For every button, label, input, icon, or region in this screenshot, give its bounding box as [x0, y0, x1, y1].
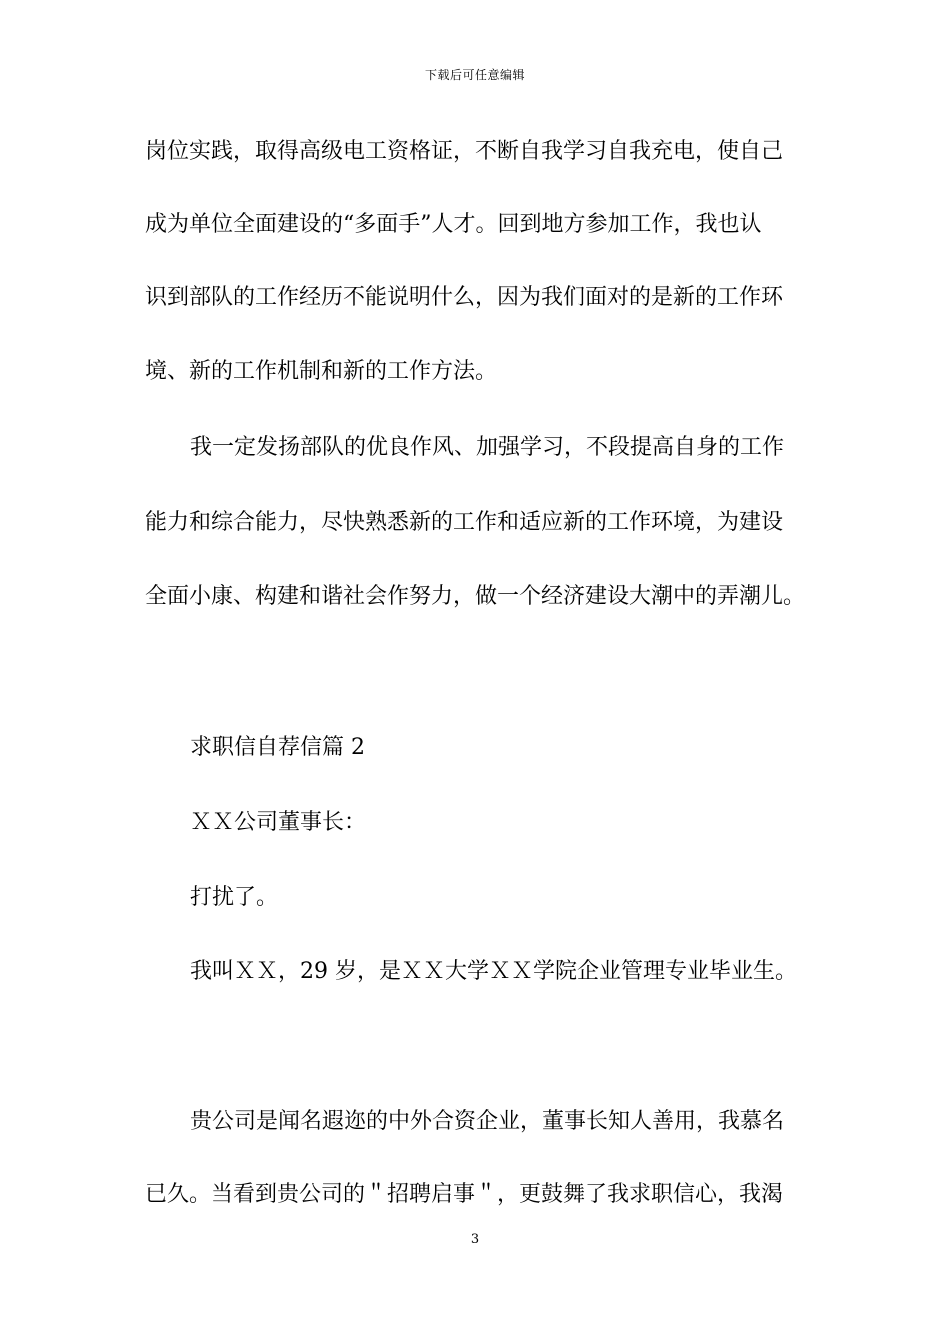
paragraph-line: 全面小康、构建和谐社会作努力，做一个经济建设大潮中的弄潮儿。	[145, 584, 806, 609]
paragraph-line: 贵公司是闻名遐迩的中外合资企业，董事长知人善用，我慕名	[190, 1109, 785, 1134]
salutation: ＸＸ公司董事长：	[190, 810, 367, 835]
paragraph-line: 我叫ＸＸ，29 岁，是ＸＸ大学ＸＸ学院企业管理专业毕业生。	[190, 959, 797, 984]
paragraph-line: 我一定发扬部队的优良作风、加强学习，不段提高自身的工作	[190, 435, 785, 460]
paragraph-line: 能力和综合能力，尽快熟悉新的工作和适应新的工作环境，为建设	[145, 510, 784, 535]
paragraph-line: 已久。当看到贵公司的＂招聘启事＂，更鼓舞了我求职信心，我渴	[145, 1182, 784, 1207]
page-number: 3	[470, 1232, 480, 1247]
paragraph-line: 识到部队的工作经历不能说明什么，因为我们面对的是新的工作环	[145, 285, 784, 310]
paragraph-line: 成为单位全面建设的“多面手”人才。回到地方参加工作，我也认	[145, 212, 762, 237]
paragraph-line: 岗位实践，取得高级电工资格证，不断自我学习自我充电，使自己	[145, 139, 784, 164]
paragraph-line: 境、新的工作机制和新的工作方法。	[145, 359, 498, 384]
paragraph-line: 打扰了。	[190, 885, 279, 910]
header-note: 下载后可任意编辑	[424, 68, 525, 82]
section-heading: 求职信自荐信篇 2	[190, 735, 365, 760]
